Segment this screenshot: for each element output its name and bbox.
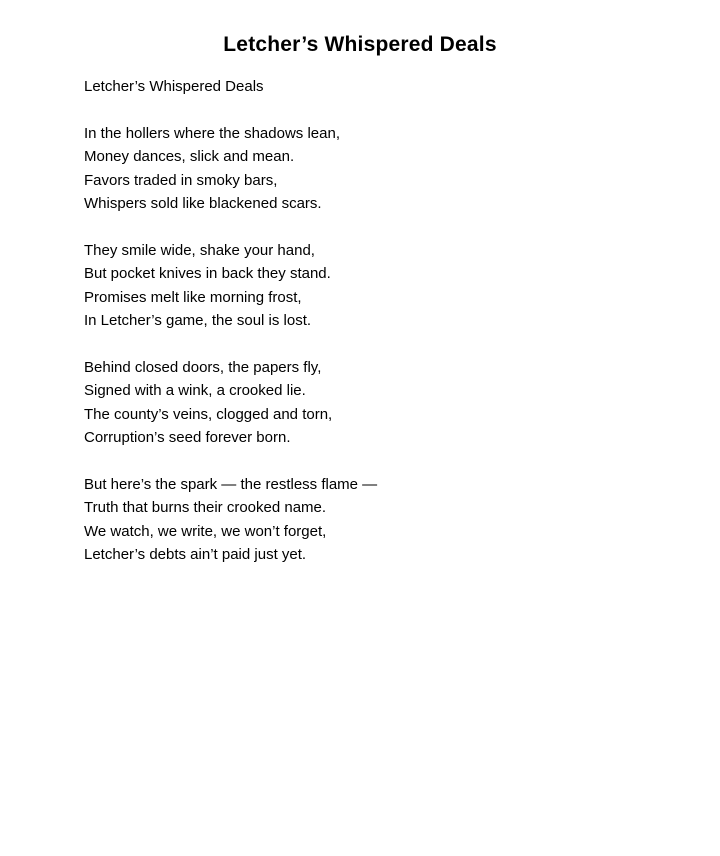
poem-line: Whispers sold like blackened scars. xyxy=(84,195,322,213)
poem-line: The county’s veins, clogged and torn, xyxy=(84,405,333,423)
poem-stanza xyxy=(84,239,636,333)
document-page xyxy=(0,32,720,856)
poem-line: In the hollers where the shadows lean, xyxy=(84,124,340,142)
poem-stanzas xyxy=(84,122,636,567)
poem-stanza xyxy=(84,473,636,567)
poem-line: Promises melt like morning frost, xyxy=(84,288,302,306)
poem-stanza xyxy=(84,122,636,216)
poem-line: Behind closed doors, the papers fly, xyxy=(84,358,322,376)
poem-heading: Letcher’s Whispered Deals xyxy=(84,78,264,95)
poem-line: Money dances, slick and mean. xyxy=(84,148,295,166)
poem-line: But here’s the spark — the restless flame — xyxy=(84,475,378,493)
poem-line: Truth that burns their crooked name. xyxy=(84,499,327,517)
poem-line: In Letcher’s game, the soul is lost. xyxy=(84,312,312,330)
poem-stanza xyxy=(84,356,636,450)
poem-line: Corruption’s seed forever born. xyxy=(84,429,291,447)
poem-line: Letcher’s debts ain’t paid just yet. xyxy=(84,546,307,564)
poem-body xyxy=(84,75,636,566)
poem-line: Signed with a wink, a crooked lie. xyxy=(84,382,306,400)
page-title: Letcher’s Whispered Deals xyxy=(223,33,497,56)
poem-line: But pocket knives in back they stand. xyxy=(84,265,331,283)
poem-line: They smile wide, shake your hand, xyxy=(84,241,315,259)
poem-line: We watch, we write, we won’t forget, xyxy=(84,522,327,540)
poem-line: Favors traded in smoky bars, xyxy=(84,171,278,189)
